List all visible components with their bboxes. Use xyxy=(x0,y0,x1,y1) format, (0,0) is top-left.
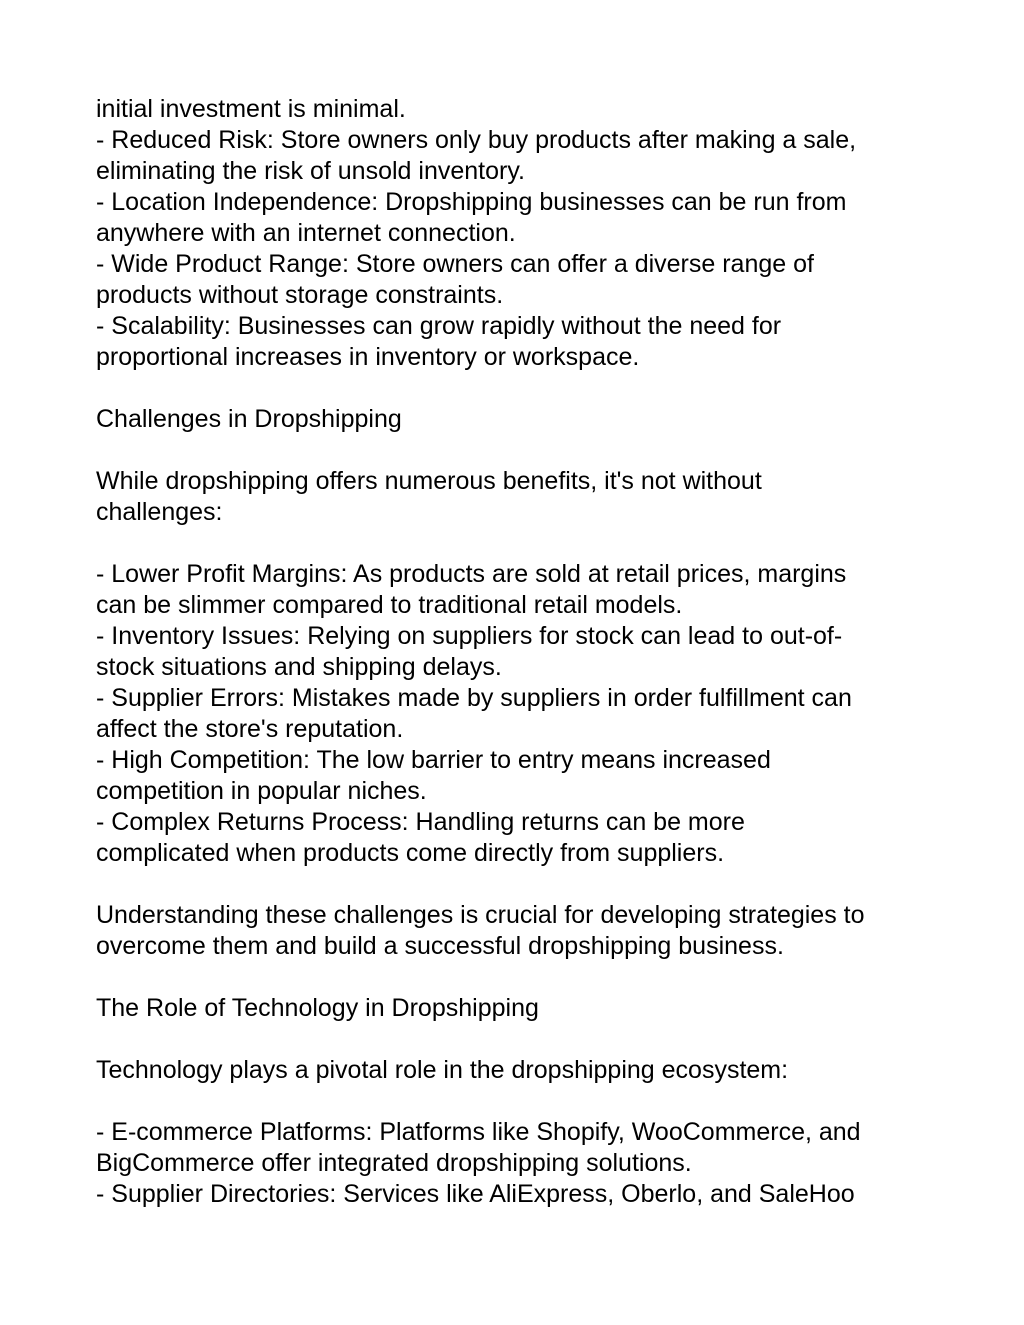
text-line: stock situations and shipping delays. xyxy=(96,653,502,681)
text-line: - Inventory Issues: Relying on suppliers for stock can lead to out-of- xyxy=(96,622,843,650)
text-line: - Supplier Directories: Services like AliExpress, Oberlo, and SaleHoo xyxy=(96,1180,855,1208)
text-line: can be slimmer compared to traditional retail models. xyxy=(96,591,683,619)
text-line: While dropshipping offers numerous benefits, it's not without xyxy=(96,467,762,495)
text-line: BigCommerce offer integrated dropshipping solutions. xyxy=(96,1149,692,1177)
text-line: complicated when products come directly from suppliers. xyxy=(96,839,725,867)
text-line: - High Competition: The low barrier to entry means increased xyxy=(96,746,771,774)
blank-line xyxy=(96,962,926,993)
blank-line xyxy=(96,435,926,466)
blank-line xyxy=(96,1086,926,1117)
text-line: proportional increases in inventory or workspace. xyxy=(96,343,640,371)
text-line: - Location Independence: Dropshipping businesses can be run from xyxy=(96,188,847,216)
text-line: initial investment is minimal. xyxy=(96,95,406,123)
text-line: - Reduced Risk: Store owners only buy products after making a sale, xyxy=(96,126,857,154)
document-page xyxy=(96,94,926,1210)
text-line: - Supplier Errors: Mistakes made by suppliers in order fulfillment can xyxy=(96,684,852,712)
text-line: overcome them and build a successful dropshipping business. xyxy=(96,932,784,960)
blank-line xyxy=(96,869,926,900)
text-line: competition in popular niches. xyxy=(96,777,427,805)
section-heading: Challenges in Dropshipping xyxy=(96,405,402,433)
text-line: anywhere with an internet connection. xyxy=(96,219,516,247)
text-line: Technology plays a pivotal role in the dropshipping ecosystem: xyxy=(96,1056,789,1084)
section-heading: The Role of Technology in Dropshipping xyxy=(96,994,539,1022)
blank-line xyxy=(96,373,926,404)
text-line: eliminating the risk of unsold inventory. xyxy=(96,157,525,185)
text-line: - Scalability: Businesses can grow rapidly without the need for xyxy=(96,312,782,340)
text-line: - Wide Product Range: Store owners can offer a diverse range of xyxy=(96,250,814,278)
text-line: - Complex Returns Process: Handling returns can be more xyxy=(96,808,745,836)
text-line: products without storage constraints. xyxy=(96,281,504,309)
text-line: affect the store's reputation. xyxy=(96,715,404,743)
text-line: challenges: xyxy=(96,498,223,526)
blank-line xyxy=(96,528,926,559)
text-line: - Lower Profit Margins: As products are sold at retail prices, margins xyxy=(96,560,847,588)
blank-line xyxy=(96,1024,926,1055)
text-line: Understanding these challenges is crucial for developing strategies to xyxy=(96,901,865,929)
text-line: - E-commerce Platforms: Platforms like Shopify, WooCommerce, and xyxy=(96,1118,861,1146)
